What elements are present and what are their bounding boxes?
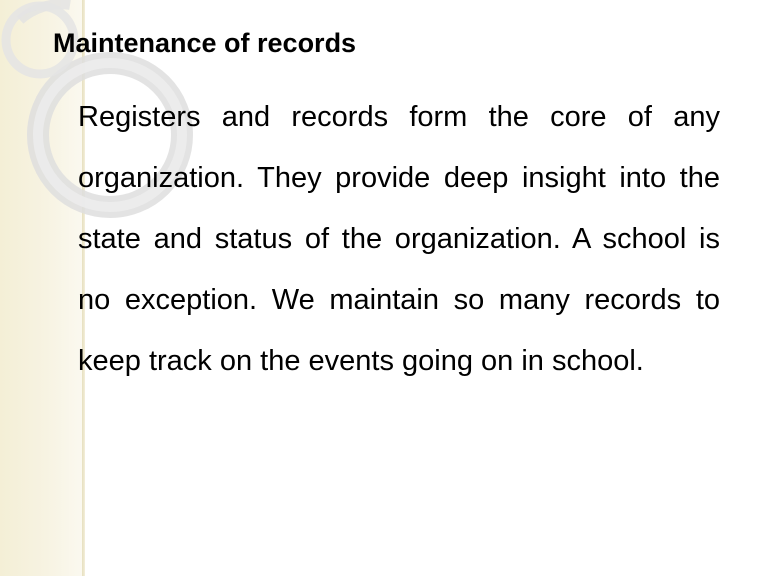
slide-body-text: Registers and records form the core of any organization. They provide deep insight into the state and status of the organization. A school is no exception. We maintain so many records to keep track on the events going on in school.: [78, 101, 720, 377]
slide-title: Maintenance of records: [53, 28, 357, 58]
